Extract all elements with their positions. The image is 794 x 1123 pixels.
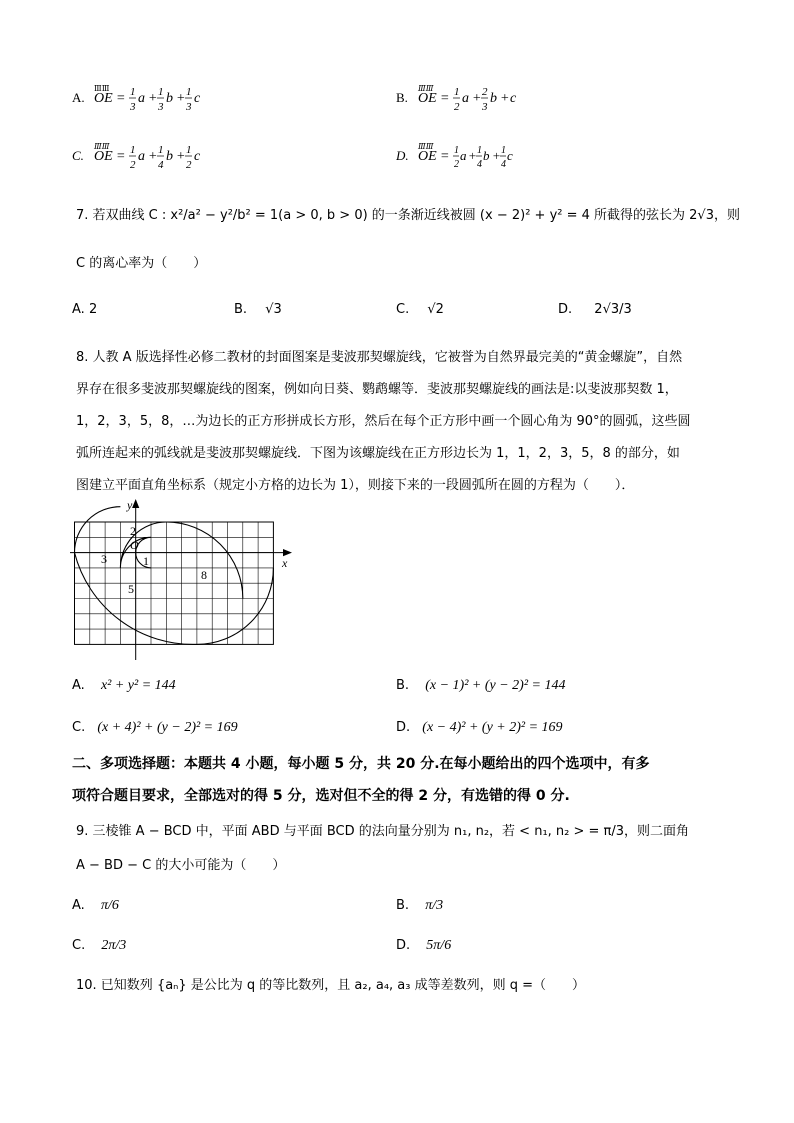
svg-text:4: 4	[477, 159, 482, 170]
svg-text:3: 3	[158, 101, 164, 113]
origin-label: O	[130, 538, 139, 552]
svg-text:b: b	[490, 91, 497, 106]
q9-option-d-expr: 5π/6	[426, 938, 452, 953]
svg-text:3: 3	[482, 101, 488, 113]
q6-option-c	[72, 138, 252, 185]
q8-option-b	[396, 676, 565, 696]
section2-heading-line2: 项符合题目要求，全部选对的得 5 分，选对但不全的得 2 分，有选错的得 0 分.	[72, 788, 570, 804]
svg-text:+: +	[472, 91, 482, 106]
q6-option-b	[396, 80, 576, 127]
q7-option-a	[72, 300, 97, 320]
q9-stem-line2: A − BD − C 的大小可能为（ ）	[76, 858, 286, 873]
q9-option-a	[72, 896, 119, 916]
q7-option-b-value: √3	[265, 302, 282, 317]
fibonacci-spiral-figure	[70, 497, 300, 662]
svg-text:b: b	[483, 148, 490, 163]
q7-option-b	[234, 300, 282, 320]
svg-text:B.: B.	[396, 90, 408, 105]
q8-option-b-label: B.	[396, 678, 410, 693]
svg-text:3: 3	[130, 101, 136, 113]
svg-text:1: 1	[158, 144, 164, 156]
svg-text:OE: OE	[94, 149, 113, 164]
q7-option-c-label: C.	[396, 302, 410, 317]
q7-option-d	[558, 300, 632, 320]
svg-text:D.: D.	[396, 148, 409, 163]
figure-grid	[75, 522, 274, 644]
q7-stem-line1: 7. 若双曲线 C : x²/a² − y²/b² = 1(a > 0, b > 0) 的一条渐近线被圆 (x − 2)² + y² = 4 所截得的弦长为 2√3，则	[76, 208, 740, 223]
svg-text:+: +	[500, 91, 510, 106]
square-label-2: 2	[130, 524, 136, 538]
svg-text:1: 1	[158, 86, 164, 98]
svg-text:ⅢⅢ: ⅢⅢ	[418, 84, 434, 93]
q7-option-a-label: A.	[72, 302, 85, 317]
q10-stem: 10. 已知数列 {aₙ} 是公比为 q 的等比数列，且 a₂, a₄, a₃ 成等差数列，则 q =（ ）	[76, 978, 586, 993]
svg-text:=: =	[116, 91, 126, 106]
svg-text:a: a	[138, 91, 145, 106]
svg-text:ⅢⅢ: ⅢⅢ	[94, 142, 110, 151]
axis-label-y: y	[127, 498, 133, 512]
q7-option-b-label: B.	[234, 302, 248, 317]
q8-stem-line3: 1，2，3，5，8，…为边长的正方形拼成长方形，然后在每个正方形中画一个圆心角为 90°的圆弧，这些圆	[76, 414, 691, 429]
q8-option-d	[396, 718, 563, 738]
svg-text:1: 1	[501, 145, 506, 156]
q8-option-d-expr: (x − 4)² + (y + 2)² = 169	[422, 720, 563, 735]
svg-text:1: 1	[186, 86, 192, 98]
svg-text:ⅢⅢ: ⅢⅢ	[94, 84, 110, 93]
q8-option-c-label: C.	[72, 720, 86, 735]
q8-stem-line4: 弧所连起来的弧线就是斐波那契螺旋线．下图为该螺旋线在正方形边长为 1，1，2，3，5，8 的部分，如	[76, 446, 680, 461]
q6-option-c-formula	[72, 138, 252, 178]
q8-option-a-expr: x² + y² = 144	[100, 678, 176, 693]
q6-option-d	[396, 138, 576, 185]
q7-option-a-value: 2	[88, 302, 98, 317]
square-label-1: 1	[143, 554, 149, 568]
figure-labels	[101, 498, 288, 596]
square-label-8: 8	[201, 568, 207, 582]
svg-text:OE: OE	[94, 91, 113, 106]
q8-stem-line5: 图建立平面直角坐标系（规定小方格的边长为 1），则接下来的一段圆弧所在圆的方程为（ ）．	[76, 478, 635, 493]
svg-text:+: +	[176, 91, 186, 106]
svg-text:=: =	[440, 91, 450, 106]
q9-option-b	[396, 896, 443, 916]
q9-option-c-expr: 2π/3	[101, 938, 127, 953]
q8-stem-line2: 界存在很多斐波那契螺旋线的图案，例如向日葵、鹦鹉螺等．斐波那契螺旋线的画法是:以斐波那契数 1，	[76, 382, 678, 397]
q6-option-a-formula	[72, 80, 252, 120]
svg-text:a: a	[138, 149, 145, 164]
svg-text:C.: C.	[72, 148, 84, 163]
svg-text:1: 1	[130, 86, 136, 98]
svg-text:4: 4	[501, 159, 506, 170]
q7-option-c	[396, 300, 444, 320]
svg-text:+: +	[176, 149, 186, 164]
square-label-3: 3	[101, 552, 107, 566]
q9-option-a-expr: π/6	[100, 898, 119, 913]
svg-text:2: 2	[186, 159, 192, 171]
q8-stem-line1: 8. 人教 A 版选择性必修二教材的封面图案是斐波那契螺旋线，它被誉为自然界最完美的“黄金螺旋”，自然	[76, 350, 683, 365]
q8-option-c-expr: (x + 4)² + (y − 2)² = 169	[97, 720, 238, 735]
svg-text:c: c	[194, 91, 201, 106]
svg-text:2: 2	[454, 159, 459, 170]
svg-text:OE: OE	[418, 149, 437, 164]
q8-option-a	[72, 676, 176, 696]
q6-option-d-formula	[396, 138, 576, 178]
svg-text:1: 1	[186, 144, 192, 156]
q9-option-b-label: B.	[396, 898, 410, 913]
svg-text:a: a	[462, 91, 469, 106]
q9-option-d-label: D.	[396, 938, 411, 953]
q9-option-a-label: A.	[72, 898, 85, 913]
svg-text:2: 2	[130, 159, 136, 171]
svg-text:OE: OE	[418, 91, 437, 106]
q7-option-c-value: √2	[427, 302, 444, 317]
svg-text:+: +	[468, 148, 477, 163]
svg-text:3: 3	[186, 101, 192, 113]
svg-text:A.: A.	[72, 90, 85, 105]
svg-text:2: 2	[454, 101, 460, 113]
section2-heading-line1: 二、多项选择题：本题共 4 小题，每小题 5 分，共 20 分.在每小题给出的四个选项中，有多	[72, 756, 650, 772]
q8-option-d-label: D.	[396, 720, 411, 735]
q7-stem-line2: C 的离心率为（ ）	[76, 256, 207, 271]
q8-option-a-label: A.	[72, 678, 85, 693]
q8-option-b-expr: (x − 1)² + (y − 2)² = 144	[425, 678, 566, 693]
q7-option-d-label: D.	[558, 302, 573, 317]
q9-option-d	[396, 936, 451, 956]
svg-text:c: c	[194, 149, 201, 164]
svg-text:1: 1	[454, 86, 460, 98]
q9-stem-line1: 9. 三棱锥 A − BCD 中，平面 ABD 与平面 BCD 的法向量分别为 n₁, n₂，若 < n₁, n₂ > = π/3，则二面角	[76, 824, 690, 839]
q9-option-c	[72, 936, 126, 956]
square-label-5: 5	[128, 582, 134, 596]
svg-text:b: b	[166, 91, 173, 106]
q7-option-d-value: 2√3/3	[594, 302, 632, 317]
svg-text:1: 1	[130, 144, 136, 156]
q8-option-c	[72, 718, 238, 738]
svg-text:=: =	[116, 149, 126, 164]
svg-text:c: c	[510, 91, 517, 106]
svg-text:2: 2	[482, 86, 488, 98]
svg-text:=: =	[440, 149, 450, 164]
q9-option-c-label: C.	[72, 938, 86, 953]
svg-text:1: 1	[454, 145, 459, 156]
svg-text:a: a	[460, 148, 467, 163]
q6-option-a	[72, 80, 252, 127]
svg-text:c: c	[507, 148, 513, 163]
svg-text:4: 4	[158, 159, 164, 171]
svg-text:+: +	[148, 91, 158, 106]
axis-label-x: x	[282, 556, 288, 570]
svg-text:ⅢⅢ: ⅢⅢ	[418, 142, 434, 151]
fibonacci-spiral-curve	[75, 507, 274, 645]
svg-text:+: +	[492, 148, 501, 163]
svg-text:1: 1	[477, 145, 482, 156]
q9-option-b-expr: π/3	[425, 898, 444, 913]
q6-option-b-formula	[396, 80, 576, 120]
svg-text:+: +	[148, 149, 158, 164]
svg-text:b: b	[166, 149, 173, 164]
